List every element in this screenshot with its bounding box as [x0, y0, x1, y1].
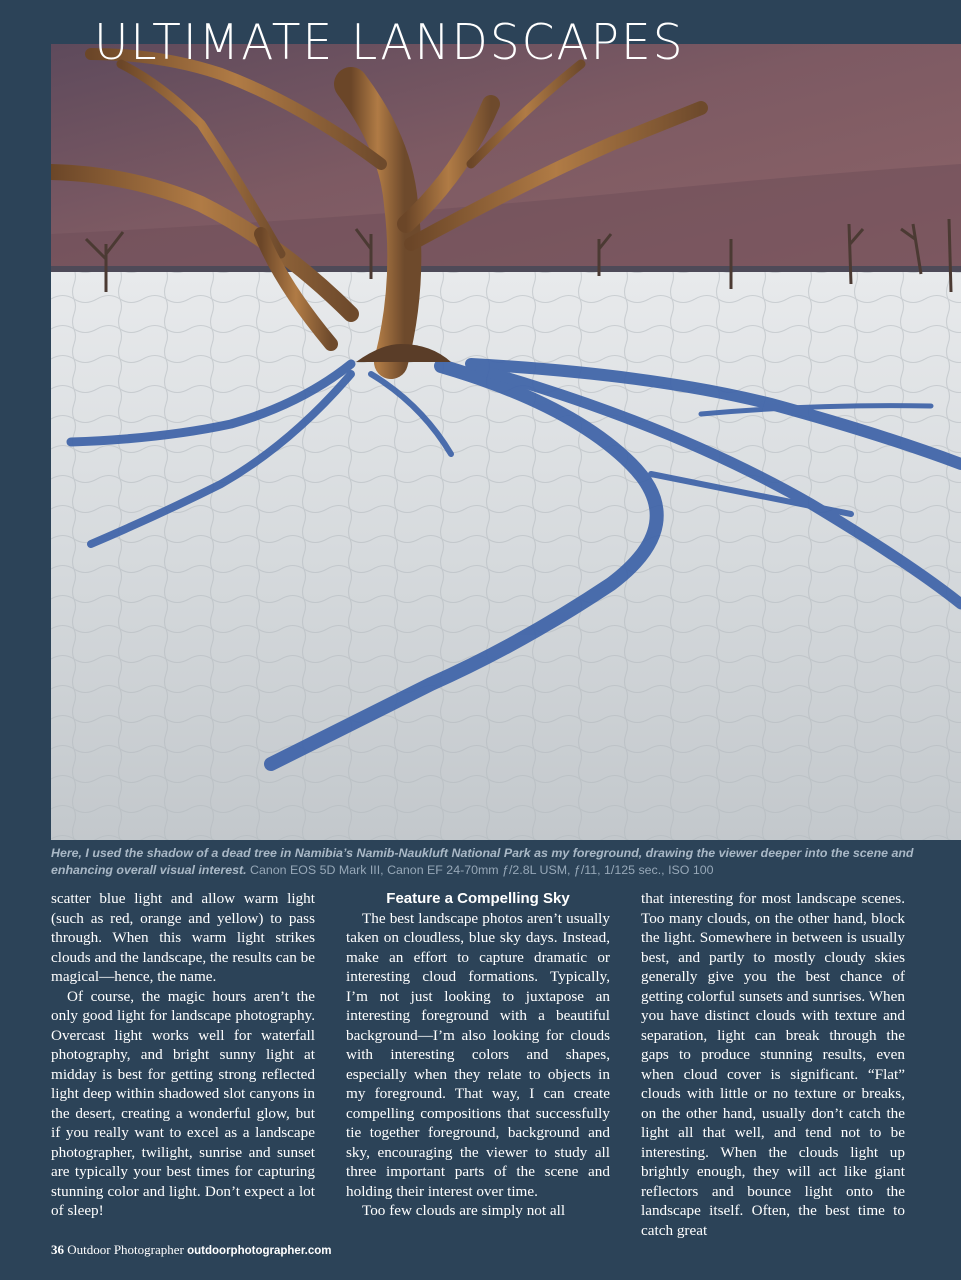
- page-footer: [51, 1242, 332, 1259]
- column2-paragraph-2: Too few clouds are simply not all: [362, 1202, 566, 1219]
- caption-camera-specs: Canon EOS 5D Mark III, Canon EF 24-70mm ƒ/2.8L USM, ƒ/11, 1/125 sec., ISO 100: [250, 863, 714, 877]
- article-column-2: [346, 889, 610, 1221]
- website-link[interactable]: outdoorphotographer.com: [187, 1245, 332, 1257]
- column1-paragraph-1: scatter blue light and allow warm light (such as red, orange and yellow) to pass through. When this warm light strikes clouds and the landscape, the results can be magical—hence, the name.: [51, 890, 316, 985]
- page-title: ULTIMATE LANDSCAPES: [94, 13, 685, 72]
- dead-tree-photo-icon: [51, 44, 961, 840]
- photo-caption: [51, 845, 921, 879]
- article-column-1: [51, 889, 315, 1221]
- section-heading: Feature a Compelling Sky: [386, 890, 570, 907]
- column2-paragraph-1: The best landscape photos aren’t usually taken on cloudless, blue sky days. Instead, make an effort to capture dramatic or interesting cloud formations. Typically, I’m not just looking to juxtapose an interesting foreground with a beautiful background—I’m also looking for clouds with interesting colors and shapes, especially when they relate to objects in my foreground. That way, I can create compelling compositions that successfully tie together foreground, background and sky, encouraging the viewer to study all three important parts of the scene and holding their interest over time.: [346, 909, 610, 1200]
- magazine-name: Outdoor Photographer: [67, 1242, 184, 1257]
- column1-paragraph-2: Of course, the magic hours aren’t the only good light for landscape photography. Overcast light works well for waterfall photography, and bright sunny light at midday is best for getting strong reflected light deep within shadowed slot canyons in the desert, creating a wonderful glow, but if you really want to excel as a landscape photographer, twilight, sunrise and sunset are typically your best times for capturing stunning color and light. Don’t expect a lot of sleep!: [51, 987, 315, 1219]
- article-column-3: [641, 889, 905, 1240]
- page-number: 36: [51, 1242, 64, 1257]
- landscape-photo: [51, 44, 961, 840]
- column3-paragraph-1: that interesting for most landscape scenes. Too many clouds, on the other hand, block the light. Somewhere in between is usually best, and partly to mostly cloudy skies generally give you the best chance of getting colorful sunsets and sunrises. When you have distinct clouds with texture and separation, light can break through the gaps to produce stunning results, even when cloud cover is significant. “Flat” clouds with little or no texture or breaks, on the other hand, usually don’t catch the light all that well, and tend not to be interesting. When the clouds light up brightly enough, they will act like giant reflectors and bounce light onto the landscape itself. Often, the best time to catch great: [641, 890, 905, 1239]
- caption-lead: Here, I used the shadow of a dead tree in Namibia’s Namib-Naukluft National Park as my foreground, drawing the viewer deeper into the scene and enhancing overall visual interest.: [51, 846, 914, 877]
